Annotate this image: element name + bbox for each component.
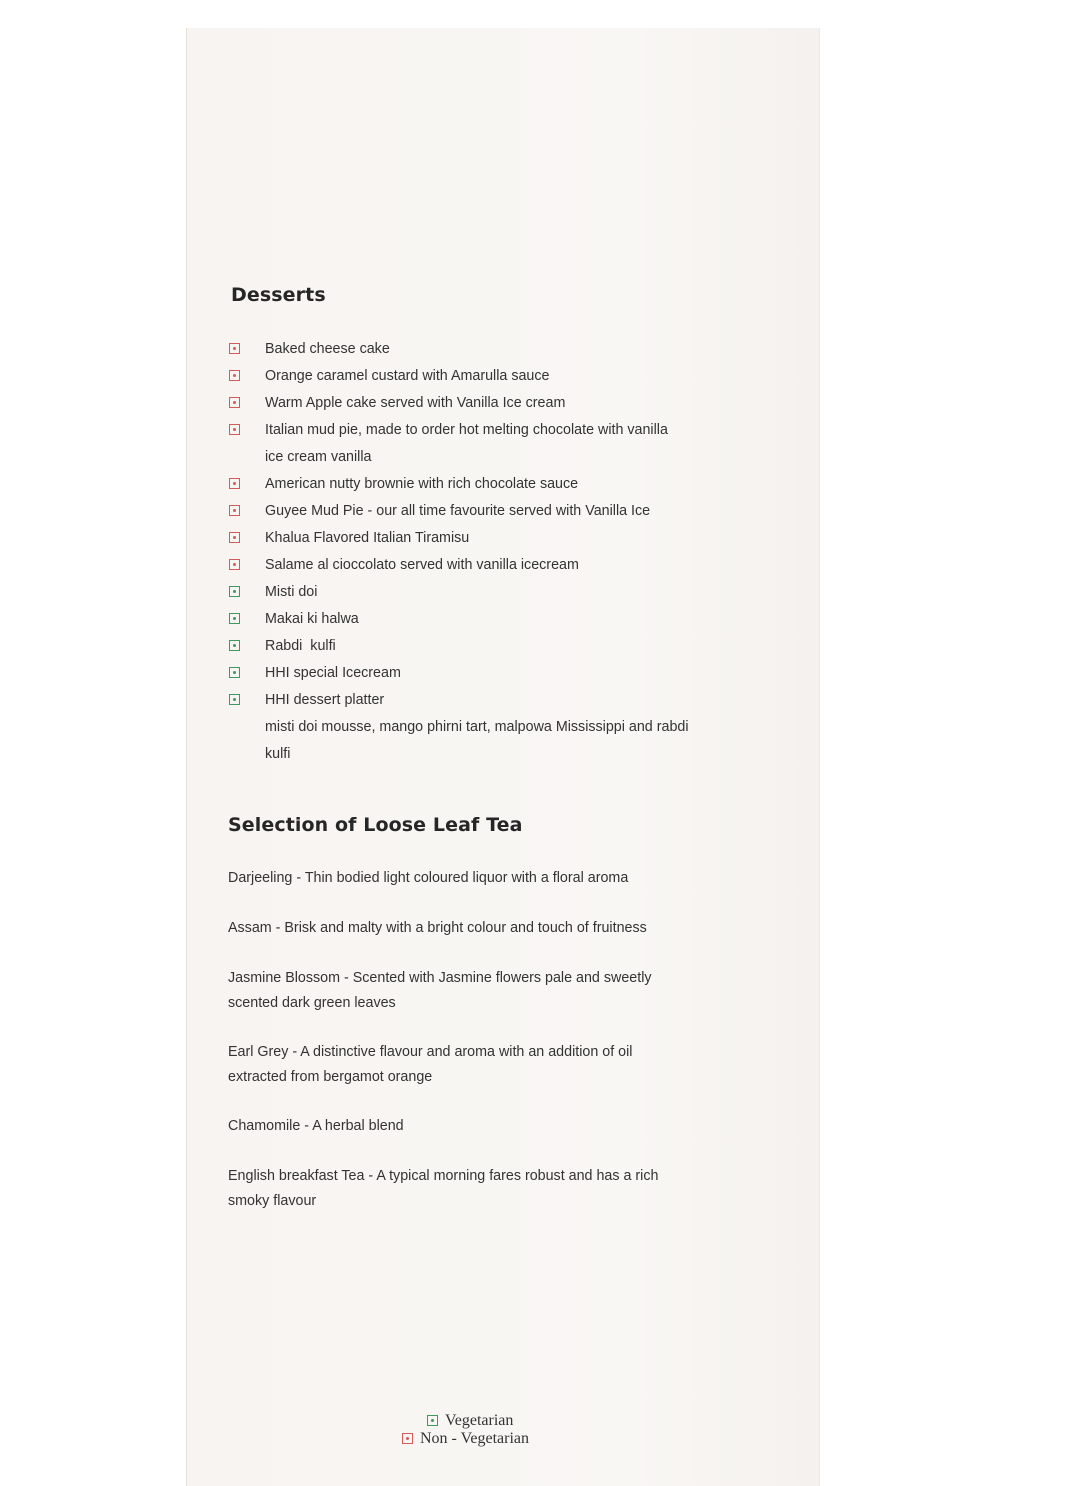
list-item [229,336,689,363]
legend-label: Vegetarian [445,1412,514,1429]
desserts-heading: Desserts [231,284,326,306]
list-item [229,390,689,417]
item-name: Misti doi [265,584,318,600]
vegetarian-icon [229,613,240,624]
dietary-legend [420,1412,529,1448]
item-name: Italian mud pie, made to order hot melting chocolate with vanilla ice cream vanilla [265,422,668,465]
non-vegetarian-icon [229,532,240,543]
tea-heading: Selection of Loose Leaf Tea [228,814,523,836]
legend-non-vegetarian [402,1430,529,1448]
non-vegetarian-icon [229,343,240,354]
tea-item: Earl Grey - A distinctive flavour and aroma with an addition of oil extracted from bergamot orange [228,1044,633,1085]
list-item [229,525,689,552]
tea-item: Darjeeling - Thin bodied light coloured liquor with a floral aroma [228,870,629,886]
non-vegetarian-icon [229,370,240,381]
item-name: HHI special Icecream [265,665,401,681]
item-name: Warm Apple cake served with Vanilla Ice cream [265,395,566,411]
tea-item: Jasmine Blossom - Scented with Jasmine flowers pale and sweetly scented dark green leaves [228,970,652,1011]
list-item [229,633,689,660]
non-vegetarian-icon [229,505,240,516]
item-name: Orange caramel custard with Amarulla sauce [265,368,550,384]
item-name: Guyee Mud Pie - our all time favourite served with Vanilla Ice [265,503,651,519]
tea-item: Assam - Brisk and malty with a bright colour and touch of fruitness [228,920,647,936]
list-item [229,687,689,768]
non-vegetarian-icon [402,1433,413,1444]
non-vegetarian-icon [229,559,240,570]
item-name: Rabdi kulfi [265,638,336,654]
list-item [229,552,689,579]
list-item [229,471,689,498]
list-item [229,417,689,471]
legend-vegetarian [427,1412,529,1430]
vegetarian-icon [229,694,240,705]
list-item [229,579,689,606]
list-item [229,660,689,687]
vegetarian-icon [229,586,240,597]
non-vegetarian-icon [229,424,240,435]
legend-label: Non - Vegetarian [420,1430,529,1447]
desserts-list [229,336,689,768]
tea-item: Chamomile - A herbal blend [228,1118,404,1134]
list-item [229,363,689,390]
item-name: Khalua Flavored Italian Tiramisu [265,530,470,546]
item-name: Baked cheese cake [265,341,390,357]
item-name: Makai ki halwa [265,611,359,627]
vegetarian-icon [229,640,240,651]
tea-item: English breakfast Tea - A typical morning fares robust and has a rich smoky flavour [228,1168,659,1209]
item-name: American nutty brownie with rich chocolate sauce [265,476,579,492]
non-vegetarian-icon [229,478,240,489]
list-item [229,498,689,525]
list-item [229,606,689,633]
item-description: misti doi mousse, mango phirni tart, malpowa Mississippi and rabdi kulfi [265,719,689,762]
non-vegetarian-icon [229,397,240,408]
vegetarian-icon [229,667,240,678]
item-name: Salame al cioccolato served with vanilla icecream [265,557,579,573]
menu-card [187,28,819,1486]
vegetarian-icon [427,1415,438,1426]
item-name: HHI dessert platter [265,692,385,708]
